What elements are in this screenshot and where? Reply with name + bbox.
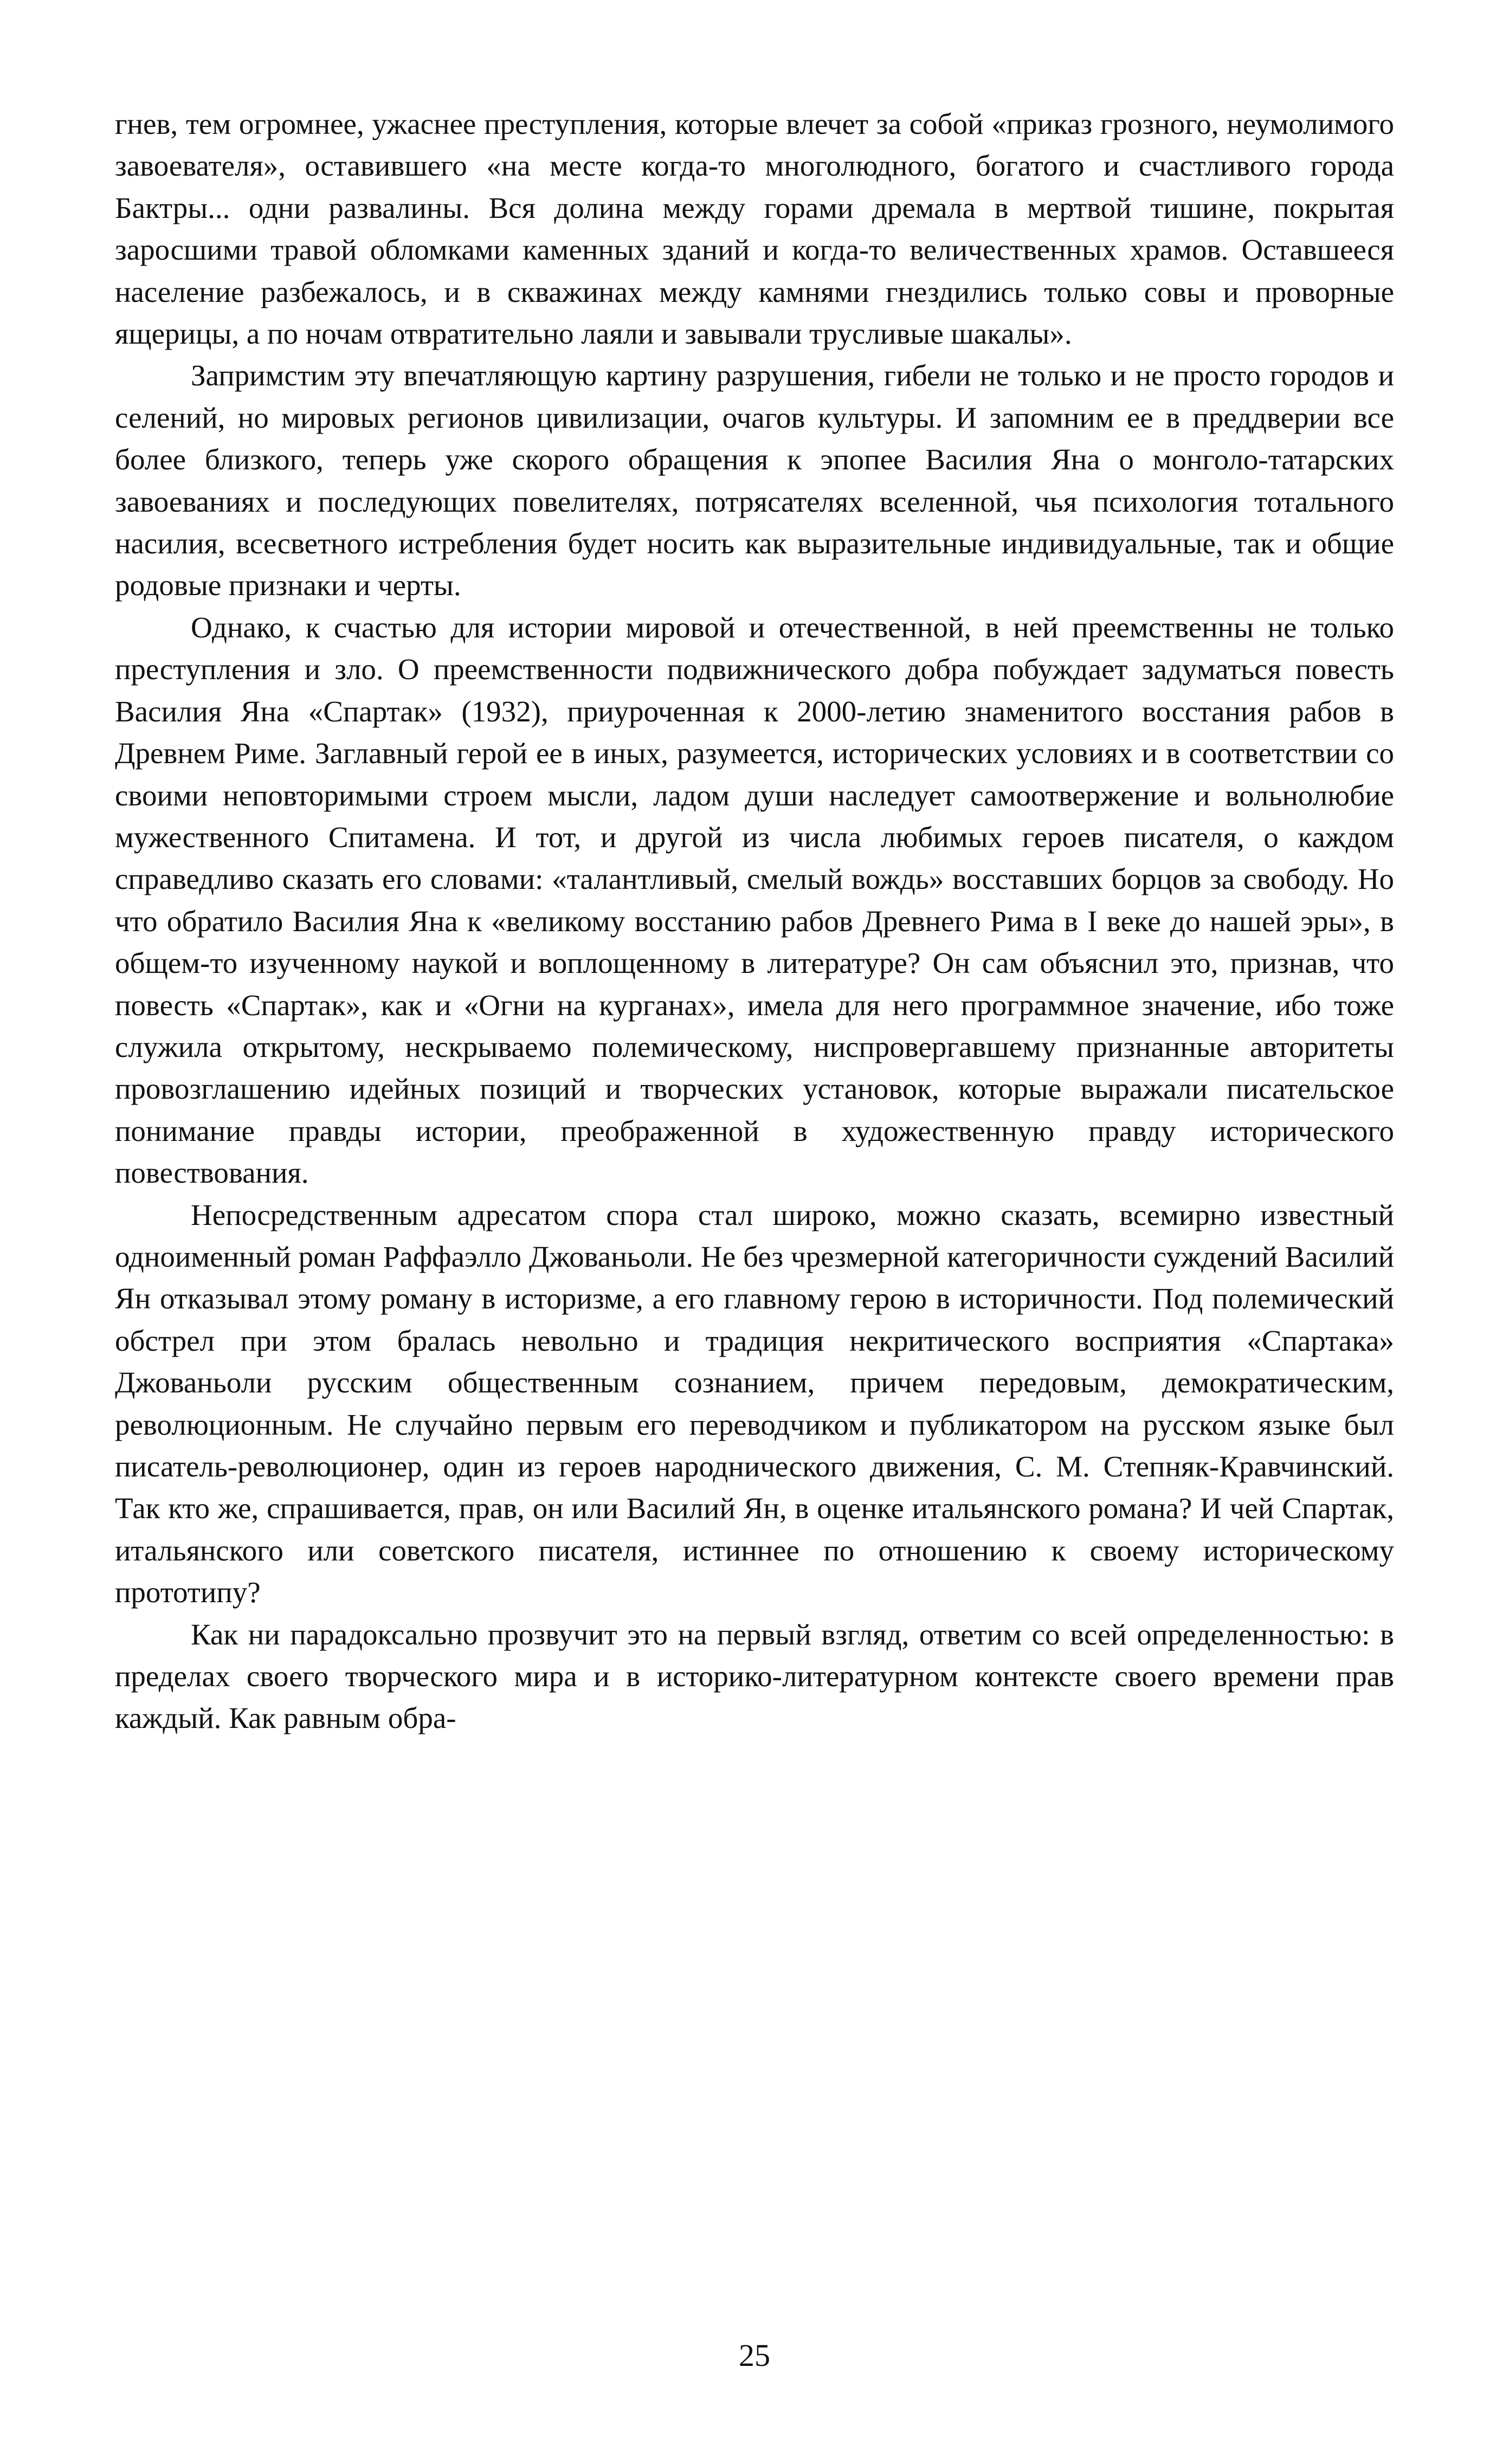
page-number: 25 bbox=[739, 2338, 770, 2373]
paragraph-4: Непосредственным адресатом спора стал широко, можно сказать, всемирно известный одноименный роман Раффаэлло Джованьоли. Не без чрезмерной категоричности суждений Василий Ян отказывал этому роману в историзме, а его главному герою в историчности. Под полемический обстрел при этом бралась невольно и традиция некритического восприятия «Спартака» Джованьоли русским общественным сознанием, причем передовым, демократическим, революционным. Не случайно первым его переводчиком и публикатором на русском языке был писатель-революционер, один из героев народнического движения, С. М. Степняк-Кравчинский. Так кто же, спрашивается, прав, он или Василий Ян, в оценке итальянского романа? И чей Спартак, итальянского или советского писателя, истиннее по отношению к своему историческому прототипу? bbox=[115, 1198, 1394, 1609]
paragraph-3: Однако, к счастью для истории мировой и отечественной, в ней преемственны не только преступления и зло. О преемственности подвижнического добра побуждает задуматься повесть Василия Яна «Спартак» (1932), приуроченная к 2000-летию знаменитого восстания рабов в Древнем Риме. Заглавный герой ее в иных, разумеется, исторических условиях и в соответствии со своими неповторимыми строем мысли, ладом души наследует самоотвержение и вольнолюбие мужественного Спитамена. И тот, и другой из числа любимых героев писателя, о каждом справедливо сказать его словами: «талантливый, смелый вождь» восставших борцов за свободу. Но что обратило Василия Яна к «великому восстанию рабов Древнего Рима в I веке до нашей эры», в общем-то изученному наукой и воплощенному в литературе? Он сам объяснил это, признав, что повесть «Спартак», как и «Огни на курганах», имела для него программное значение, ибо тоже служила открытому, нескрываемо полемическому, ниспровергавшему признанные авторитеты провозглашению идейных позиций и творческих установок, которые выражали писательское понимание правды истории, преображенной в художественную правду исторического повествования. bbox=[115, 610, 1394, 1190]
paragraph-2: Запримстим эту впечатляющую картину разрушения, гибели не только и не просто городов и селений, но мировых регионов цивилизации, очагов культуры. И запомним ее в преддверии все более близкого, теперь уже скорого обращения к эпопее Василия Яна о монголо-татарских завоеваниях и последующих повелителях, потрясателях вселенной, чья психология тотального насилия, всесветного истребления будет носить как выразительные индивидуальные, так и общие родовые признаки и черты. bbox=[115, 359, 1394, 602]
paragraph-5: Как ни парадоксально прозвучит это на первый взгляд, ответим со всей определенностью: в пределах своего творческого мира и в историко-литературном контексте своего времени прав каждый. Как равным обра- bbox=[115, 1617, 1394, 1735]
paragraph-1: гнев, тем огромнее, ужаснее преступления, которые влечет за собой «приказ грозного, неумолимого завоевателя», оставившего «на месте когда-то многолюдного, богатого и счастливого города Бактры... одни развалины. Вся долина между горами дремала в мертвой тишине, покрытая заросшими травой обломками каменных зданий и когда-то величественных храмов. Оставшееся население разбежалось, и в скважинах между камнями гнездились только совы и проворные ящерицы, а по ночам отвратительно лаяли и завывали трусливые шакалы». bbox=[115, 107, 1394, 351]
body-text bbox=[115, 103, 1394, 1739]
book-page bbox=[115, 103, 1394, 2379]
